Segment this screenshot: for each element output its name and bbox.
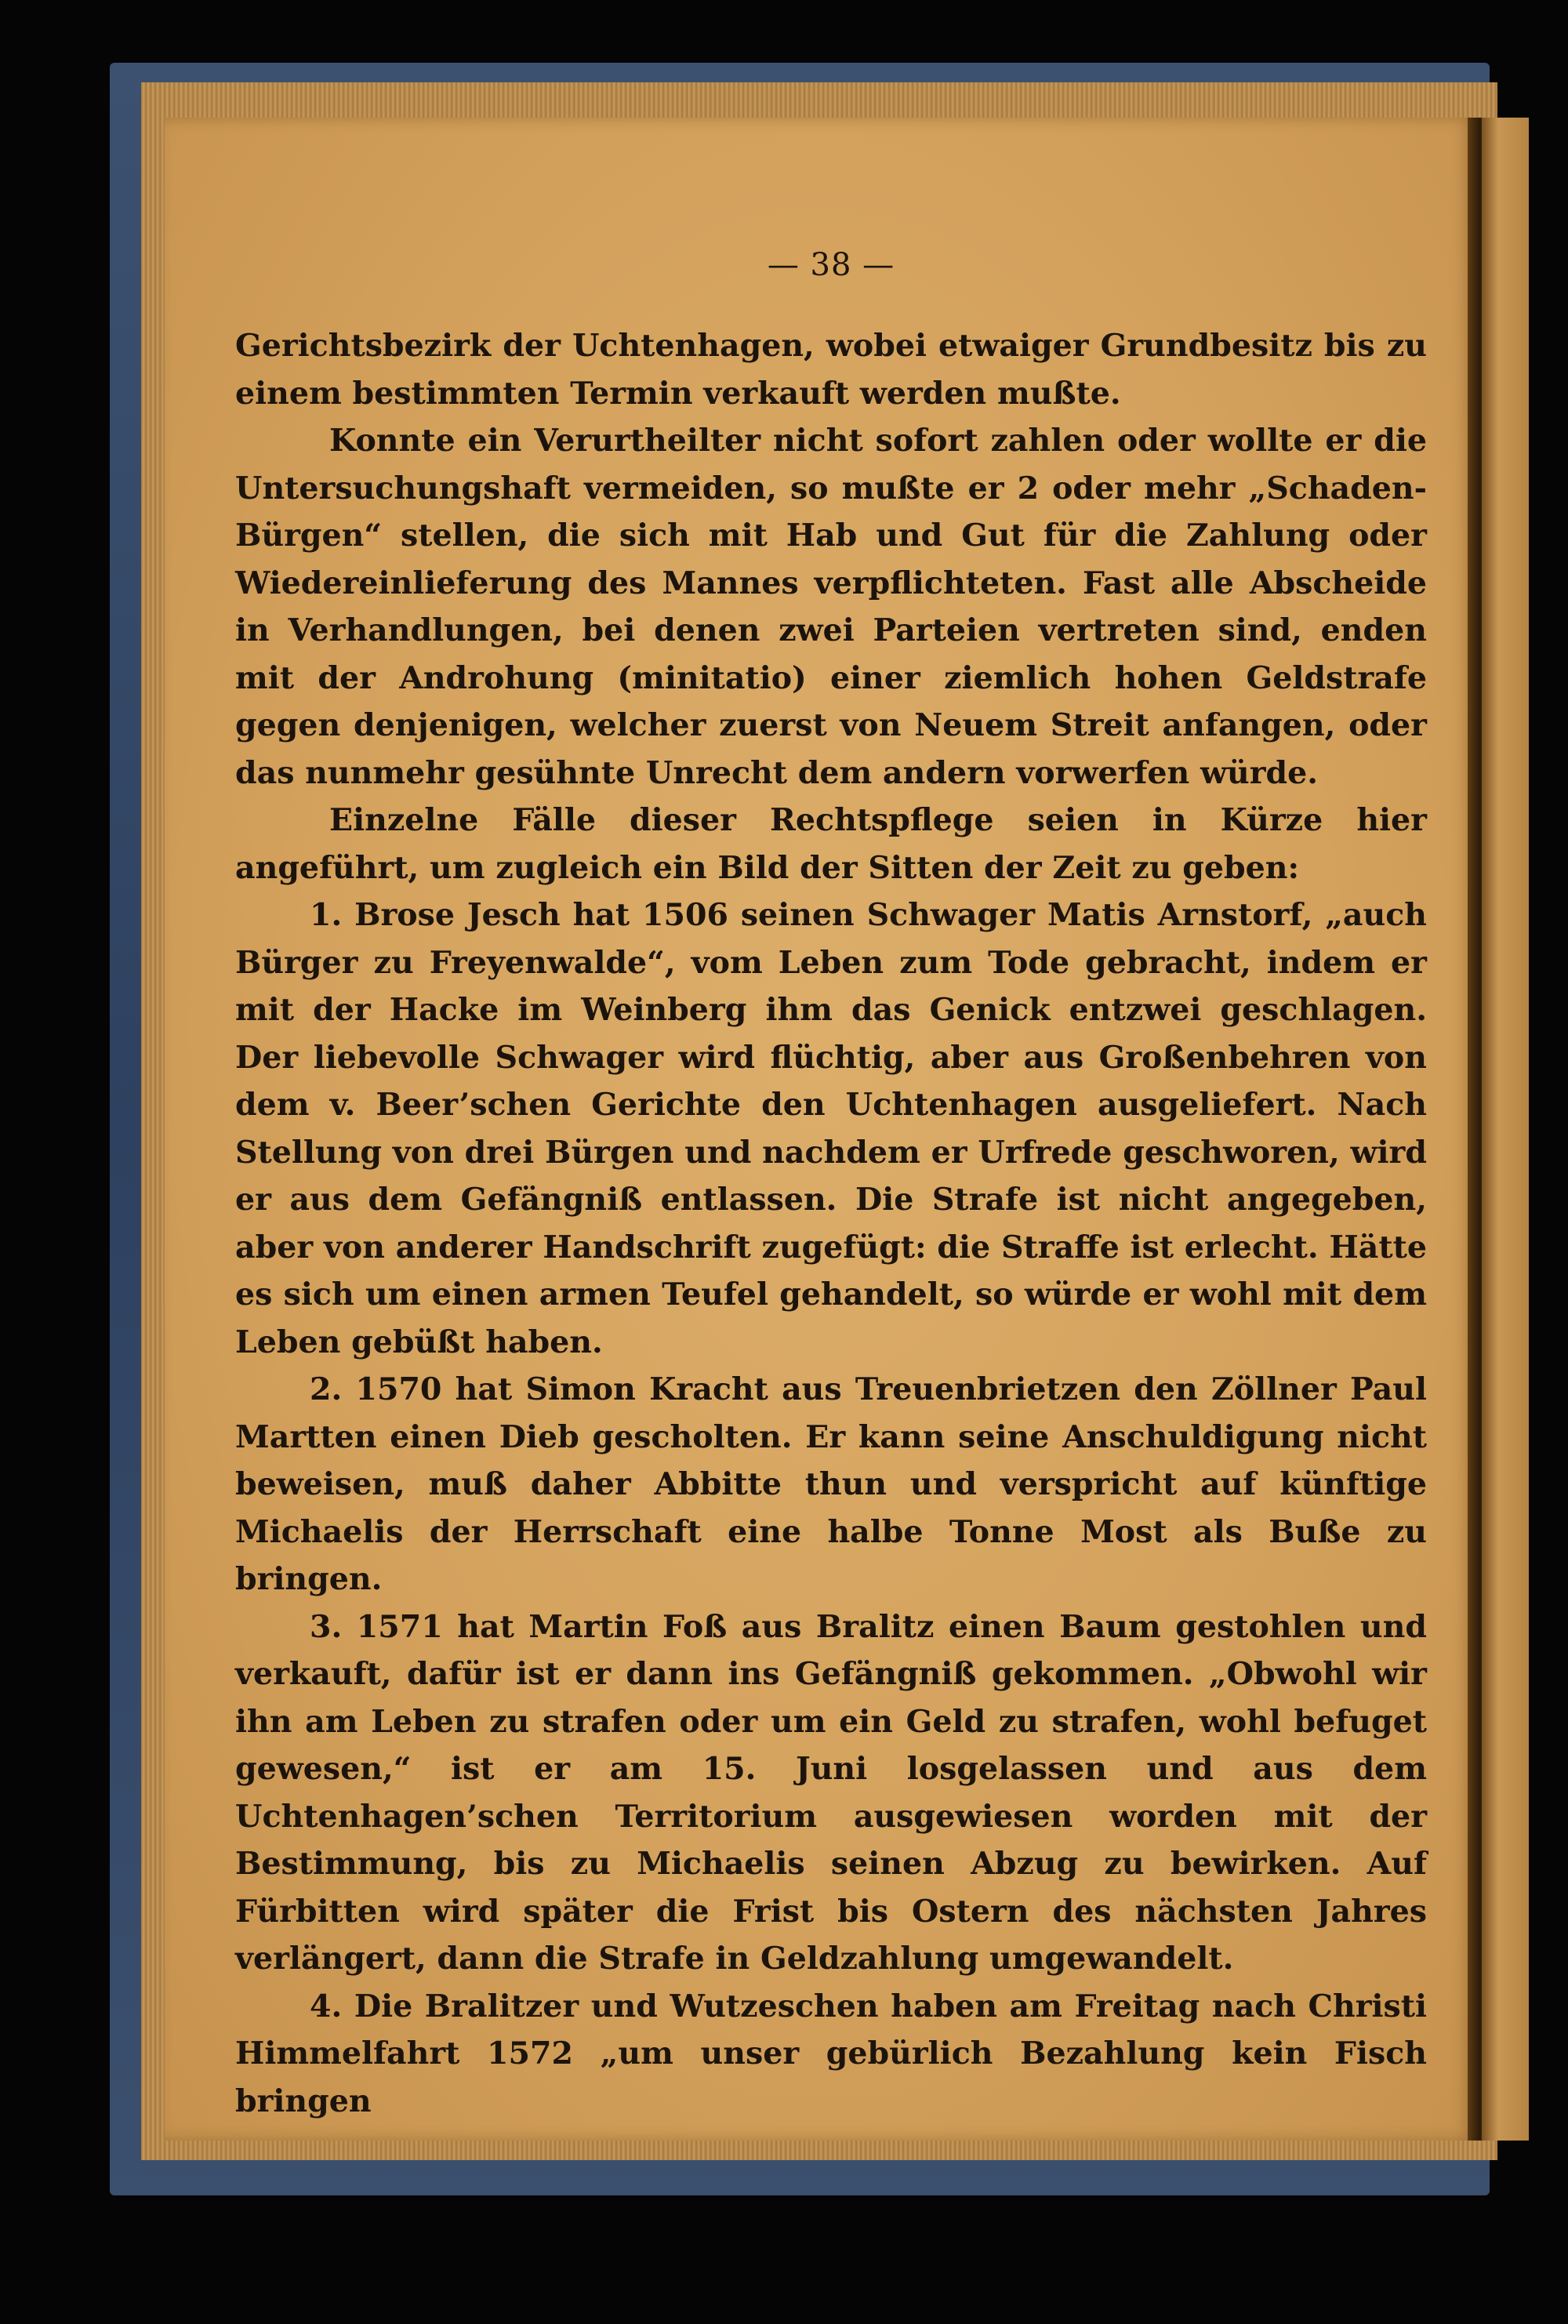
paragraph-1: Gerichtsbezirk der Uchtenhagen, wobei etwaiger Grundbesitz bis zu einem bestimmten Termin verkauft werden mußte. (235, 328, 1427, 412)
paragraph-2: Konnte ein Verurtheilter nicht sofort zahlen oder wollte er die Untersuchungshaft vermeiden, so mußte er 2 oder mehr „Schaden-Bürgen“ stellen, die sich mit Hab und Gut für die Zahlung oder Wiedereinlieferung des Mannes verpflichteten. Fast alle Abscheide in Verhandlungen, bei denen zwei Parteien vertreten sind, enden mit der Androhung (minitatio) einer ziemlich hohen Geldstrafe gegen denjenigen, welcher zuerst von Neuem Streit anfangen, oder das nunmehr gesühnte Unrecht dem andern vorwerfen würde. (235, 423, 1427, 791)
case-2: 2. 1570 hat Simon Kracht aus Treuenbrietzen den Zöllner Paul Martten einen Dieb gescholten. Er kann seine Anschuldigung nicht beweisen, muß daher Abbitte thun und verspricht auf künftige Michaelis der Herrschaft eine halbe Tonne Most als Buße zu bringen. (235, 1371, 1427, 1597)
case-3: 3. 1571 hat Martin Foß aus Bralitz einen Baum gestohlen und verkauft, dafür ist er dann ins Gefängniß gekommen. „Obwohl wir ihn am Leben zu strafen oder um ein Geld zu strafen, wohl befuget gewesen,“ ist er am 15. Juni losgelassen und aus dem Uchtenhagen’schen Territorium ausgewiesen worden mit der Bestimmung, bis zu Michaelis seinen Abzug zu bewirken. Auf Fürbitten wird später die Frist bis Ostern des nächsten Jahres verlängert, dann die Strafe in Geldzahlung umgewandelt. (235, 1608, 1427, 1977)
paragraph-3: Einzelne Fälle dieser Rechtspflege seien in Kürze hier angeführt, um zugleich ein Bild der Sitten der Zeit zu geben: (235, 802, 1427, 886)
facing-page-edge (1482, 118, 1529, 2141)
page-text (235, 247, 1427, 2125)
page-number: — 38 — (767, 247, 895, 283)
case-4: 4. Die Bralitzer und Wutzeschen haben am Freitag nach Christi Himmelfahrt 1572 „um unser gebürlich Bezahlung kein Fisch bringen (235, 1988, 1427, 2119)
case-1: 1. Brose Jesch hat 1506 seinen Schwager Matis Arnstorf, „auch Bürger zu Freyenwalde“, vom Leben zum Tode gebracht, indem er mit der Hacke im Weinberg ihm das Genick entzwei geschlagen. Der liebevolle Schwager wird flüchtig, aber aus Großenbehren von dem v. Beer’schen Gerichte den Uchtenhagen ausgeliefert. Nach Stellung von drei Bürgen und nachdem er Urfrede geschworen, wird er aus dem Gefängniß entlassen. Die Strafe ist nicht angegeben, aber von anderer Handschrift zugefügt: die Straffe ist erlecht. Hätte es sich um einen armen Teufel gehandelt, so würde er wohl mit dem Leben gebüßt haben. (235, 897, 1427, 1360)
